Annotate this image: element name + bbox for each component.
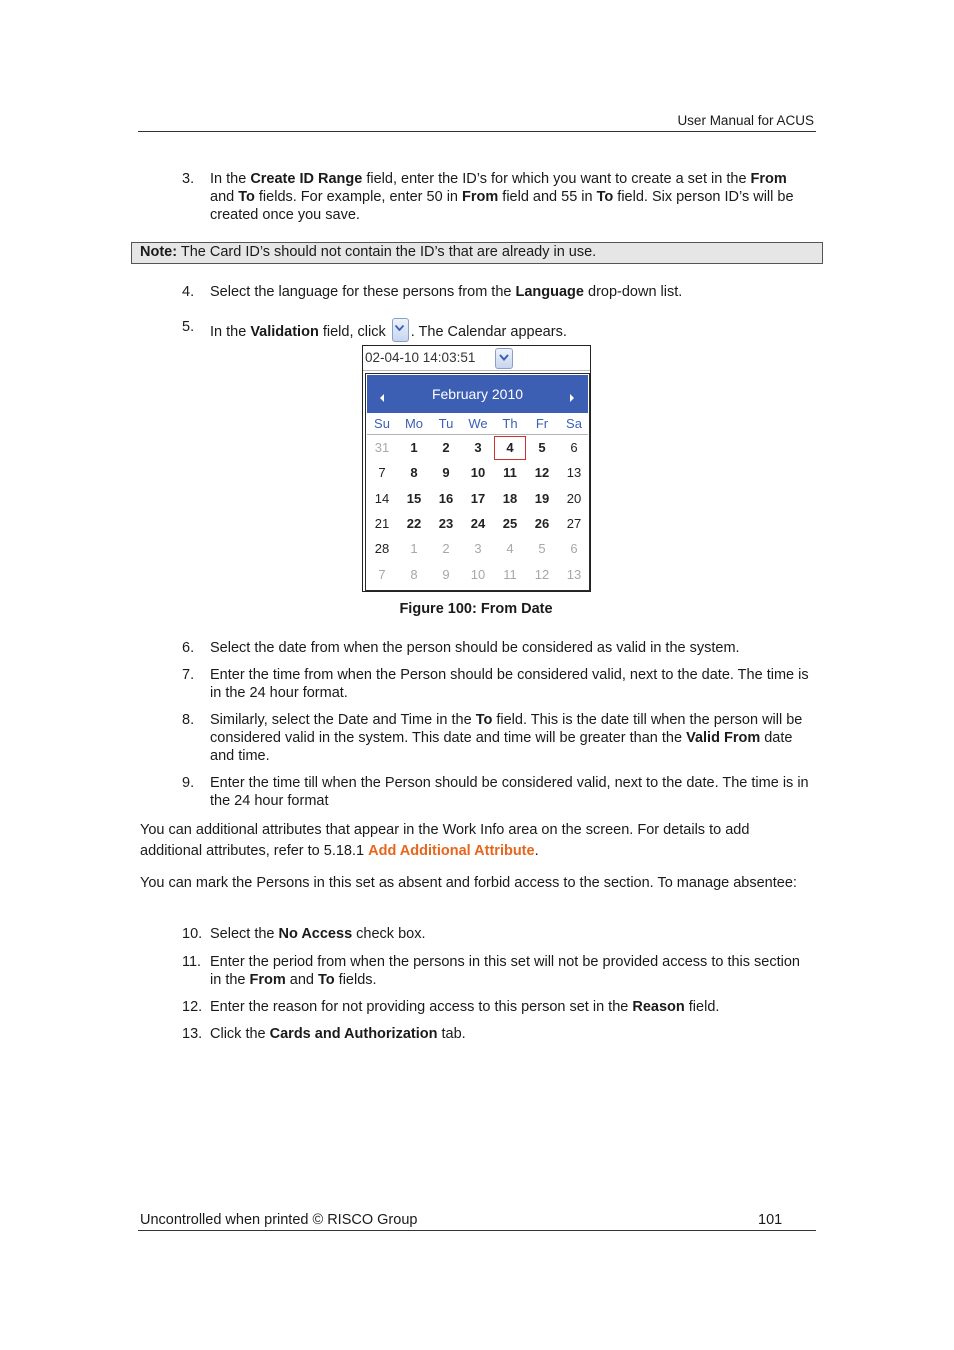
calendar-day[interactable]: 13 <box>566 465 582 481</box>
step-text <box>210 283 810 301</box>
step-8 <box>182 711 812 765</box>
step-number: 4. <box>182 284 195 300</box>
step-text: Enter the time from when the Person should be considered valid, next to the date. The time is in the 24 hour format. <box>210 667 809 701</box>
step-text: In the Create ID Range field, enter the ID’s for which you want to create a set in the From and To fields. For example, enter 50 in From field and 55 in To field. Six person ID’s will be created once you save. <box>210 171 794 223</box>
calendar-day[interactable]: 5 <box>538 541 546 557</box>
calendar-day[interactable]: 9 <box>442 566 450 582</box>
step-number: 11. <box>182 954 202 970</box>
weekday-label: Sa <box>566 416 582 431</box>
step-number: 13. <box>182 1026 203 1042</box>
calendar-day[interactable]: 1 <box>410 440 418 455</box>
calendar-day[interactable]: 21 <box>374 515 390 531</box>
calendar-day[interactable]: 22 <box>406 515 422 531</box>
calendar-day[interactable]: 24 <box>470 515 486 531</box>
running-header: User Manual for ACUS <box>677 113 814 128</box>
calendar-day[interactable]: 12 <box>534 465 550 481</box>
step-10 <box>182 925 812 943</box>
calendar-day[interactable]: 7 <box>378 566 386 582</box>
step-11 <box>182 953 812 989</box>
calendar-figure <box>362 345 591 592</box>
dropdown-arrow-icon <box>392 318 409 342</box>
calendar-day[interactable]: 6 <box>570 440 578 455</box>
calendar-day[interactable]: 8 <box>410 566 418 582</box>
calendar-day[interactable]: 9 <box>442 465 450 481</box>
next-month-icon[interactable] <box>569 390 575 406</box>
paragraph-absentee: You can mark the Persons in this set as absent and forbid access to the section. To manage absentee: <box>140 875 797 891</box>
paragraph-additional-attributes <box>140 820 812 862</box>
text-segment: drop-down list. <box>583 284 683 300</box>
page-number: 101 <box>758 1212 783 1228</box>
calendar-day[interactable]: 19 <box>534 490 550 506</box>
step-number: 7. <box>182 667 195 683</box>
calendar-day[interactable]: 26 <box>534 515 550 531</box>
calendar-dropdown-button[interactable] <box>495 348 513 369</box>
calendar-day[interactable]: 2 <box>442 541 450 557</box>
calendar-day[interactable]: 3 <box>474 440 482 455</box>
step-number: 6. <box>182 640 195 656</box>
text-segment: . <box>534 843 539 859</box>
weekday-header-row <box>367 416 588 435</box>
header-rule <box>138 131 816 132</box>
calendar-day-grid <box>367 436 588 588</box>
calendar-day[interactable]: 18 <box>502 490 518 506</box>
weekday-label: Su <box>374 416 390 431</box>
step-number: 12. <box>182 999 203 1015</box>
step-text: Enter the reason for not providing access to this person set in the Reason field. <box>210 999 720 1015</box>
selected-day[interactable]: 4 <box>494 436 526 460</box>
step-5 <box>182 318 812 338</box>
step-text: Select the date from when the person should be considered as valid in the system. <box>210 640 740 656</box>
calendar-day[interactable]: 7 <box>378 465 386 481</box>
weekday-label: We <box>468 416 488 431</box>
weekday-label: Th <box>502 416 518 431</box>
cross-reference-link[interactable]: Add Additional Attribute <box>368 843 535 859</box>
step-7 <box>182 666 812 702</box>
calendar-day[interactable]: 13 <box>566 566 582 582</box>
calendar-day[interactable]: 14 <box>374 490 390 506</box>
step-number: 10. <box>182 926 203 942</box>
note-label: Note: <box>140 244 178 260</box>
calendar-day[interactable]: 28 <box>374 541 390 557</box>
step-text: Click the Cards and Authorization tab. <box>210 1026 466 1042</box>
step-9 <box>182 774 812 810</box>
calendar-header <box>367 375 588 413</box>
text-segment: field, click <box>318 324 390 340</box>
text-segment: . The Calendar appears. <box>410 324 567 340</box>
step-text <box>210 318 810 342</box>
step-number: 5. <box>182 319 195 335</box>
calendar-day[interactable]: 4 <box>506 541 514 557</box>
footer-rule <box>138 1230 816 1231</box>
calendar-day[interactable]: 10 <box>470 465 486 481</box>
calendar-day[interactable]: 25 <box>502 515 518 531</box>
calendar-day[interactable]: 6 <box>570 541 578 557</box>
step-text: Similarly, select the Date and Time in the To field. This is the date till when the person will be considered valid in the system. This date and time will be greater than the Valid From date and time. <box>210 712 803 764</box>
calendar-day[interactable]: 5 <box>538 440 546 455</box>
note-text <box>140 244 596 260</box>
calendar-day[interactable]: 17 <box>470 490 486 506</box>
date-time-value: 02-04-10 14:03:51 <box>365 350 476 365</box>
calendar-day[interactable]: 10 <box>470 566 486 582</box>
step-text: Enter the period from when the persons in this set will not be provided access to this section in the From and To fields. <box>210 954 800 988</box>
text-segment: You can additional attributes that appear in the Work Info area on the screen. For details to add additional attributes, refer to 5.18.1 <box>140 822 750 859</box>
step-12 <box>182 998 812 1016</box>
field-name: Language <box>515 284 584 300</box>
calendar-day[interactable]: 27 <box>566 515 582 531</box>
calendar-day[interactable]: 11 <box>503 465 517 481</box>
calendar-popup <box>365 373 590 591</box>
step-3 <box>182 170 812 224</box>
figure-caption: Figure 100: From Date <box>399 601 553 617</box>
step-text: Enter the time till when the Person should be considered valid, next to the date. The time is in the 24 hour format <box>210 775 809 809</box>
step-6 <box>182 639 812 657</box>
calendar-day[interactable]: 2 <box>442 440 450 455</box>
step-number: 8. <box>182 712 195 728</box>
step-13 <box>182 1025 812 1043</box>
field-name: Validation <box>250 324 319 340</box>
note-body: The Card ID’s should not contain the ID’s that are already in use. <box>180 244 597 260</box>
calendar-day[interactable]: 8 <box>410 465 418 481</box>
calendar-day[interactable]: 11 <box>503 566 517 582</box>
date-time-input[interactable] <box>363 346 590 371</box>
calendar-day[interactable]: 16 <box>438 490 454 506</box>
weekday-label: Mo <box>404 416 424 431</box>
calendar-day[interactable]: 31 <box>374 440 390 455</box>
calendar-day[interactable]: 1 <box>410 541 418 557</box>
step-4 <box>182 283 812 301</box>
weekday-label: Fr <box>535 416 549 431</box>
step-number: 3. <box>182 171 195 187</box>
calendar-day[interactable]: 15 <box>406 490 422 506</box>
calendar-day[interactable]: 20 <box>566 490 582 506</box>
calendar-day[interactable]: 23 <box>438 515 454 531</box>
weekday-label: Tu <box>438 416 454 431</box>
text-segment: Select the language for these persons from the <box>210 284 516 300</box>
footer-copyright: Uncontrolled when printed © RISCO Group <box>140 1212 418 1228</box>
calendar-month-title: February 2010 <box>431 386 524 402</box>
text-segment: In the <box>210 324 251 340</box>
calendar-day[interactable]: 12 <box>534 566 550 582</box>
calendar-day[interactable]: 3 <box>474 541 482 557</box>
step-text: Select the No Access check box. <box>210 926 426 942</box>
note-box <box>131 242 823 264</box>
step-number: 9. <box>182 775 195 791</box>
